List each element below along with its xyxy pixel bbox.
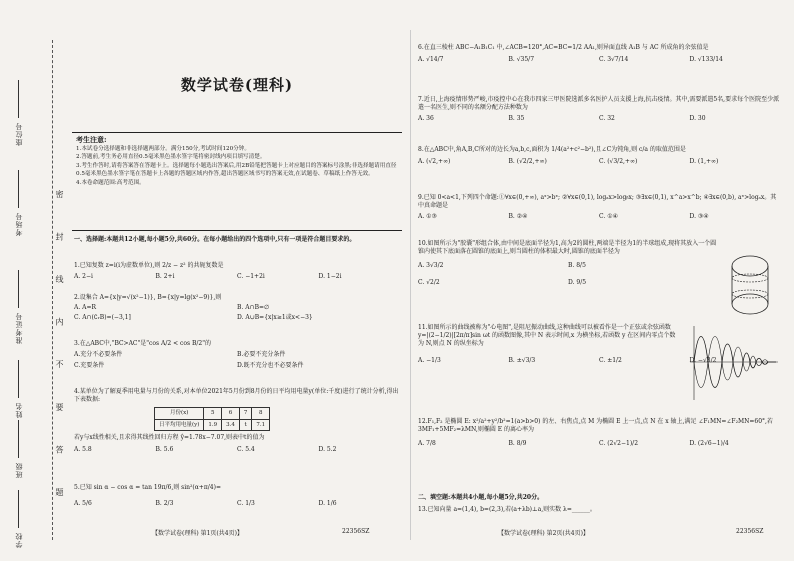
option: B. 35: [508, 115, 525, 123]
option: A. 5/6: [74, 500, 92, 508]
option: D. 30: [689, 115, 706, 123]
notice-box: [76, 136, 398, 188]
option: C. 3√7/14: [599, 56, 629, 64]
option: B. A∩B=∅: [237, 304, 270, 312]
option: B. 8/9: [508, 440, 527, 448]
option: B.必要不充分条件: [237, 351, 286, 359]
notice-item: 1.本试卷分选择题和非选择题两部分。满分150分,考试时间120分钟。: [76, 145, 250, 152]
option: B. 5.6: [155, 446, 174, 454]
binding-strip: [0, 0, 70, 561]
option: C.充要条件: [74, 362, 105, 370]
damped-wave-figure: [686, 322, 780, 402]
option: A. 7/8: [418, 440, 436, 448]
footer-code-left: 22356SZ: [342, 528, 370, 535]
notice-top-rule: [72, 132, 402, 133]
option: C. −1+2i: [237, 273, 265, 281]
seal-line: [52, 40, 53, 540]
option: C. 1/3: [237, 500, 255, 508]
option: D. ③④: [689, 213, 709, 221]
question-1: 1.已知复数 z=i(i为虚数单位),则 2/z − z² 的共轭复数是 A. 2−i B. 2+i C. −1+2i D. 1−2i: [74, 262, 400, 281]
page-2: [418, 0, 782, 561]
question-6: 6.在直三棱柱 ABC−A₁B₁C₁ 中,∠ACB=120°,AC=BC=1/2 AA₁,则异面直线 A₁B 与 AC 所成角的余弦值是 A. √14/7 B. √35/7 C. 3√7/14 D. √133/14: [418, 44, 780, 64]
exam-title: 数学试卷(理科): [180, 76, 294, 94]
section1-heading: 一、选择题:本题共12小题,每小题5分,共60分。在每小题给出的四个选项中,只有一项是符合题目要求的。: [74, 236, 356, 243]
question-13: 13.已知向量 a=(1,4), b=(2,3),若(a+λb)⊥a,则实数 λ=______。: [418, 506, 596, 513]
option: B. ②④: [508, 213, 528, 221]
question-2: 2.设集合 A={x|y=√(x²−1)}, B={x|y=lg(x²−9)},则 A. A=R B. A∩B=∅ C. A∩(∁ᵣB)=(−3,1] D. A∪B={x|x≥1或x<−3}: [74, 294, 400, 323]
option: A.充分不必要条件: [74, 351, 123, 359]
footer-left: 【数学试卷(理科) 第1页(共4页)】: [152, 530, 243, 537]
field-seat: 座位号: [14, 80, 24, 146]
field-class: 班级: [14, 420, 24, 478]
option: C. √2/2: [418, 278, 440, 286]
page-divider: [410, 30, 411, 540]
option: B. 2+i: [155, 273, 175, 281]
question-3: 3.在△ABC中,"BC>AC"是"cos A/2 < cos B/2"的 A.充分不必要条件 B.必要不充分条件 C.充要条件 D.既不充分也不必要条件: [74, 340, 400, 371]
option: C. ±1/2: [599, 356, 622, 364]
option: B. 8/5: [568, 262, 586, 270]
q4-table: 月份(x) 5 6 7 8 日平均用电量(y) 1.9 3.4 t 7.1: [154, 407, 270, 430]
seal-text: 密 封 线 内 不 要 答 题: [55, 190, 64, 512]
notice-item: 3.考生作答时,请将答案答在答题卡上。选择题每小题选出答案后,用2B铅笔把答题卡上对应题目的答案标号涂黑;非选择题请用直径0.5毫米黑色墨水签字笔在答题卡上各题的答题区域内作答,超出答题区域书写的答案无效,在试题卷、草稿纸上作答无效。: [76, 162, 397, 178]
option: D. √133/14: [689, 56, 723, 64]
question-11: 11.如图所示的曲线被称为"心电图",是阻尼振动曲线,这种曲线可以被看作是一个正弦或余弦函数 y=|(2−1/2)|[2π/π]sin ωt 的函数图像,其中 N 表示时间,x 为横坐标,若函数 y 在区间内零点个数为 N,则点 N 的纵坐标为 A. −1/3 B. ±√3/3 C. ±1/2 D. −√3/2: [418, 324, 680, 365]
question-8: 8.在△ABC中,角A,B,C所对的边长为a,b,c,面积为 1/4(a²+c²−b²),且∠C为钝角,则 c/a 的取值范围是 A. (√2,+∞) B. (√2/2,+∞) C. (√3/2,+∞) D. (1,+∞): [418, 146, 780, 166]
option: B. √35/7: [508, 56, 535, 64]
option: A. 3√3/2: [418, 262, 444, 270]
option: D. (1,+∞): [689, 158, 719, 166]
question-12: 12.F₁,F₂ 是椭圆 E: x²/a²+y²/b²=1(a>b>0) 的左、右焦点,点 M 为椭圆 E 上一点,点 N 在 x 轴上,满足 ∠F₁MN=∠F₂MN=60°,若 3MF₁+5MF₂=λMN,则椭圆 E 的离心率为 A. 7/8 B. 8/9 C. (2√2−1)/2 D. (2√6−1)/4: [418, 418, 780, 449]
option: D.既不充分也不必要条件: [237, 362, 304, 370]
option: C. 5.4: [237, 446, 255, 454]
option: B. 2/3: [155, 500, 174, 508]
option: C. (2√2−1)/2: [599, 440, 639, 448]
field-ticket: 准考证号: [14, 270, 24, 344]
option: A. 36: [418, 115, 434, 123]
option: D. A∪B={x|x≥1或x<−3}: [237, 314, 313, 322]
question-4: 4.某单位为了解夏季用电量与月份的关系,对本单位2021年5月份到8月份的日平均用电量y(单位:千度)进行了统计分析,得出下表数据: 月份(x) 5 6 7 8 日平均用电量(y) 1.9 3.4 t 7.1 若y与x线性相关,且求得其线性回归方程 ŷ=1.78x−7.07,则表中t的值为 A. 5.8 B. 5.6 C. 5.4 D. 5.2: [74, 388, 399, 454]
section2-heading: 二、填空题:本题共4小题,每小题5分,共20分。: [418, 494, 544, 501]
question-5: 5.已知 sin α − cos α = tan 19π/6,则 sin²(α+π/4)= A. 5/6 B. 2/3 C. 1/3 D. 1/6: [74, 484, 400, 508]
option: D. 5.2: [318, 446, 337, 454]
question-10: 10.如图所示为"胶囊"形组合体,由中间是底面半径为1,高为2的圆柱,两端是半径为1的半球组成,现将其放入一个圆锥内使其下底面落在圆锥的底面上,则当圆柱的体积最大时,圆锥的底面半径为 A. 3√3/2 B. 8/5 C. √2/2 D. 9/5: [418, 240, 717, 286]
option: D. (2√6−1)/4: [689, 440, 729, 448]
option: B. ±√3/3: [508, 356, 536, 364]
field-school: 学校: [14, 490, 24, 548]
option: D. 9/5: [568, 278, 587, 286]
option: D. −√3/2: [689, 356, 717, 364]
footer-code-right: 22356SZ: [736, 528, 764, 535]
option: C. A∩(∁ᵣB)=(−3,1]: [74, 314, 131, 322]
notice-bottom-rule: [72, 230, 402, 231]
option: A. 5.8: [74, 446, 92, 454]
option: B. (√2/2,+∞): [508, 158, 547, 166]
question-7: 7.近日,上海疫情形势严峻,市疫控中心在我市四家三甲医院选派多名医护人员支援上海,抗击疫情。其中,需要派遣5名,要求每个医院至少派遣一名医生,则不同的名额分配方法种数为 A. 36 B. 35 C. 32 D. 30: [418, 96, 780, 123]
option: A. √14/7: [418, 56, 444, 64]
option: D. 1−2i: [318, 273, 342, 281]
option: D. 1/6: [318, 500, 337, 508]
option: A. 2−i: [74, 273, 93, 281]
option: A. A=R: [74, 304, 97, 312]
option: A. −1/3: [418, 356, 441, 364]
notice-heading: 考生注意:: [76, 135, 107, 144]
option: A. ①③: [418, 213, 437, 221]
option: A. (√2,+∞): [418, 158, 451, 166]
option: C. 32: [599, 115, 615, 123]
field-room: 考场号: [14, 170, 24, 236]
question-9: 9.已知 0<a<1,下列四个命题:①∀x∈(0,+∞), aˣ>bˣ; ②∀x∈(0,1), logₐx>logᵦx; ③∃x∈(0,1), x^a>x^b; ④∃x∈(0,b), aˣ>logₐx。其中真命题是 A. ①③ B. ②④ C. ①④ D. ③④: [418, 194, 780, 222]
option: C. ①④: [599, 213, 618, 221]
page-1: [72, 0, 402, 561]
option: C. (√3/2,+∞): [599, 158, 638, 166]
field-name: 姓名: [14, 360, 24, 418]
footer-right: 【数学试卷(理科) 第2页(共4页)】: [498, 530, 589, 537]
notice-item: 2.答题前,考生务必用直径0.5毫米黑色墨水签字笔将密封线内项目填写清楚。: [76, 154, 266, 161]
notice-item: 4.本卷命题范围:高考范围。: [76, 179, 145, 186]
capsule-figure: [724, 254, 776, 318]
